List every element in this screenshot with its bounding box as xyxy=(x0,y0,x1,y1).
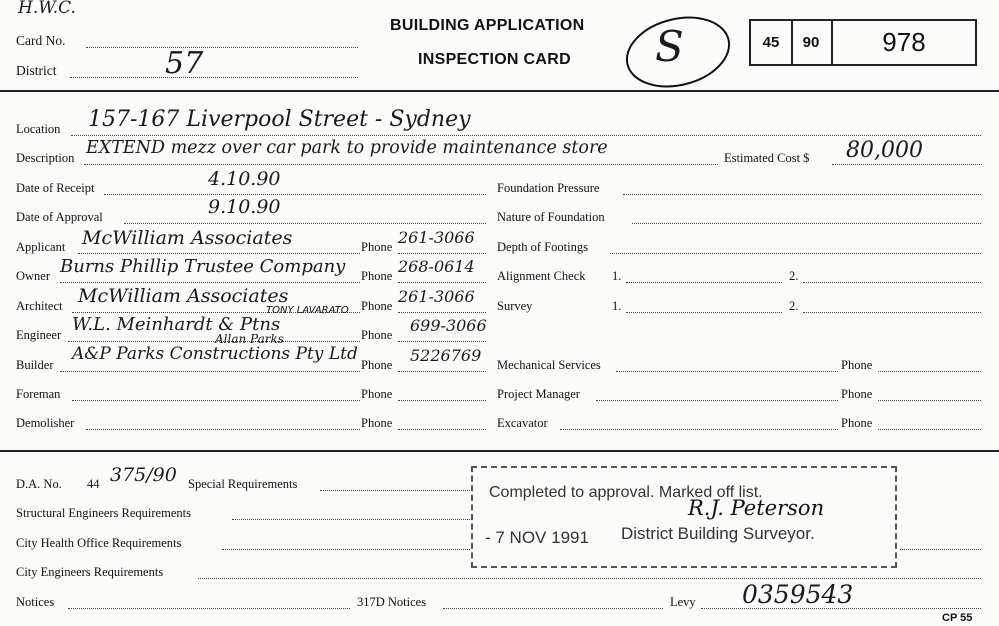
survey-label: Survey xyxy=(497,299,533,313)
builder-phone-label: Phone xyxy=(361,358,393,372)
architect-phone-line xyxy=(398,312,486,313)
location-line xyxy=(71,135,981,136)
special-requirements-line xyxy=(320,490,470,491)
engineer-value: W.L. Meinhardt & Ptns xyxy=(72,314,281,335)
stamp-date: - 7 NOV 1991 xyxy=(485,528,589,547)
alignment-check-2-label: 2. xyxy=(789,269,799,283)
foundation-pressure-label: Foundation Pressure xyxy=(497,181,600,195)
owner-phone-value: 268-0614 xyxy=(398,257,475,276)
district-label: District xyxy=(16,63,57,78)
date-of-approval-line xyxy=(124,223,486,224)
card-number-box xyxy=(749,19,977,66)
section-divider xyxy=(0,450,999,452)
architect-label: Architect xyxy=(16,299,63,313)
structural-requirements-label: Structural Engineers Requirements xyxy=(16,506,191,520)
builder-phone-line xyxy=(398,371,486,372)
engineer-phone-value: 699-3066 xyxy=(410,316,487,335)
city-engineers-line xyxy=(198,578,981,579)
builder-value: A&P Parks Constructions Pty Ltd xyxy=(72,344,358,364)
foundation-pressure-line xyxy=(623,194,981,195)
builder-label: Builder xyxy=(16,358,54,372)
alignment-check-label: Alignment Check xyxy=(497,269,586,283)
da-no-value: 375/90 xyxy=(110,464,177,486)
foreman-label: Foreman xyxy=(16,387,61,401)
mechanical-phone-line xyxy=(878,371,981,372)
excavator-label: Excavator xyxy=(497,416,548,430)
stamp-role: District Building Surveyor. xyxy=(621,524,815,543)
description-value: EXTEND mezz over car park to provide maintenance store xyxy=(86,138,608,158)
applicant-phone-label: Phone xyxy=(361,240,393,254)
survey-2-line xyxy=(803,312,981,313)
architect-phone-value: 261-3066 xyxy=(398,287,475,306)
applicant-phone-line xyxy=(398,253,486,254)
card-title-line2: INSPECTION CARD xyxy=(418,51,571,68)
estimated-cost-label: Estimated Cost $ xyxy=(724,151,810,165)
da-no-label: D.A. No. xyxy=(16,477,62,491)
project-manager-label: Project Manager xyxy=(497,387,580,401)
nature-of-foundation-line xyxy=(632,223,981,224)
estimated-cost-line xyxy=(832,164,982,165)
demolisher-phone-line xyxy=(398,429,486,430)
location-label: Location xyxy=(16,122,61,136)
date-of-approval-value: 9.10.90 xyxy=(208,196,281,218)
estimated-cost-value: 80,000 xyxy=(846,138,923,163)
date-of-receipt-line xyxy=(104,194,486,195)
owner-phone-line xyxy=(398,282,486,283)
district-line xyxy=(70,77,358,78)
survey-2-label: 2. xyxy=(789,299,799,313)
circled-letter: S xyxy=(655,22,684,71)
engineer-phone-line xyxy=(398,341,486,342)
demolisher-label: Demolisher xyxy=(16,416,75,430)
engineer-line xyxy=(68,341,360,342)
applicant-label: Applicant xyxy=(16,240,66,254)
mechanical-phone-label: Phone xyxy=(841,358,873,372)
owner-label: Owner xyxy=(16,269,51,283)
alignment-check-2-line xyxy=(803,282,981,283)
excavator-phone-label: Phone xyxy=(841,416,873,430)
alignment-check-1-line xyxy=(626,282,782,283)
owner-phone-label: Phone xyxy=(361,269,393,283)
owner-line xyxy=(60,282,360,283)
card-no-label: Card No. xyxy=(16,33,66,48)
depth-of-footings-line xyxy=(610,253,981,254)
location-value: 157-167 Liverpool Street - Sydney xyxy=(88,107,471,132)
demolisher-phone-label: Phone xyxy=(361,416,393,430)
foreman-phone-label: Phone xyxy=(361,387,393,401)
owner-value: Burns Phillip Trustee Company xyxy=(60,256,346,277)
date-of-receipt-value: 4.10.90 xyxy=(208,168,281,190)
notices-label: Notices xyxy=(16,595,55,609)
completion-stamp xyxy=(471,466,897,568)
nature-of-foundation-label: Nature of Foundation xyxy=(497,210,605,224)
project-manager-phone-line xyxy=(878,400,981,401)
health-requirements-line-right xyxy=(900,549,981,550)
mechanical-services-label: Mechanical Services xyxy=(497,358,601,372)
header-divider xyxy=(0,90,999,92)
notices-317d-label: 317D Notices xyxy=(357,595,427,609)
notices-line xyxy=(68,608,350,609)
project-manager-line xyxy=(596,400,838,401)
depth-of-footings-label: Depth of Footings xyxy=(497,240,588,254)
levy-label: Levy xyxy=(670,595,696,609)
survey-1-line xyxy=(626,312,782,313)
excavator-line xyxy=(560,429,838,430)
engineer-phone-label: Phone xyxy=(361,328,393,342)
applicant-value: McWilliam Associates xyxy=(82,227,293,249)
stamp-completed-text: Completed to approval. Marked off list. xyxy=(489,484,763,501)
engineer-label: Engineer xyxy=(16,328,62,342)
date-of-approval-label: Date of Approval xyxy=(16,210,103,224)
box-cell-1: 45 xyxy=(751,21,793,64)
project-manager-phone-label: Phone xyxy=(841,387,873,401)
excavator-phone-line xyxy=(878,429,981,430)
da-no-prefix: 44 xyxy=(87,477,100,491)
district-value: 57 xyxy=(165,46,204,81)
architect-value: McWilliam Associates xyxy=(78,285,289,307)
description-line xyxy=(84,164,718,165)
mechanical-services-line xyxy=(616,371,838,372)
applicant-line xyxy=(78,253,360,254)
architect-phone-label: Phone xyxy=(361,299,393,313)
demolisher-line xyxy=(86,429,360,430)
builder-line xyxy=(60,371,360,372)
card-title-line1: BUILDING APPLICATION xyxy=(390,17,585,34)
builder-extra-note: Allan Parks xyxy=(215,332,284,346)
foreman-phone-line xyxy=(398,400,486,401)
card-no-line xyxy=(86,47,358,48)
date-of-receipt-label: Date of Receipt xyxy=(16,181,95,195)
box-cell-2: 90 xyxy=(791,21,833,64)
foreman-line xyxy=(72,400,360,401)
health-requirements-line xyxy=(222,549,470,550)
surveyor-signature: R.J. Peterson xyxy=(688,496,825,520)
form-code: CP 55 xyxy=(942,612,973,624)
alignment-check-1-label: 1. xyxy=(612,269,622,283)
builder-phone-value: 5226769 xyxy=(410,346,482,365)
special-requirements-label: Special Requirements xyxy=(188,477,298,491)
applicant-phone-value: 261-3066 xyxy=(398,228,475,247)
hwc-note: H.W.C. xyxy=(18,0,76,18)
levy-value: 0359543 xyxy=(742,580,854,609)
notices-317d-line xyxy=(443,608,663,609)
survey-1-label: 1. xyxy=(612,299,622,313)
box-cell-3: 978 xyxy=(882,27,926,57)
description-label: Description xyxy=(16,151,75,165)
engineer-extra-note: TONY LAVARATO xyxy=(266,305,349,316)
health-requirements-label: City Health Office Requirements xyxy=(16,536,182,550)
structural-requirements-line xyxy=(232,519,470,520)
city-engineers-label: City Engineers Requirements xyxy=(16,565,164,579)
